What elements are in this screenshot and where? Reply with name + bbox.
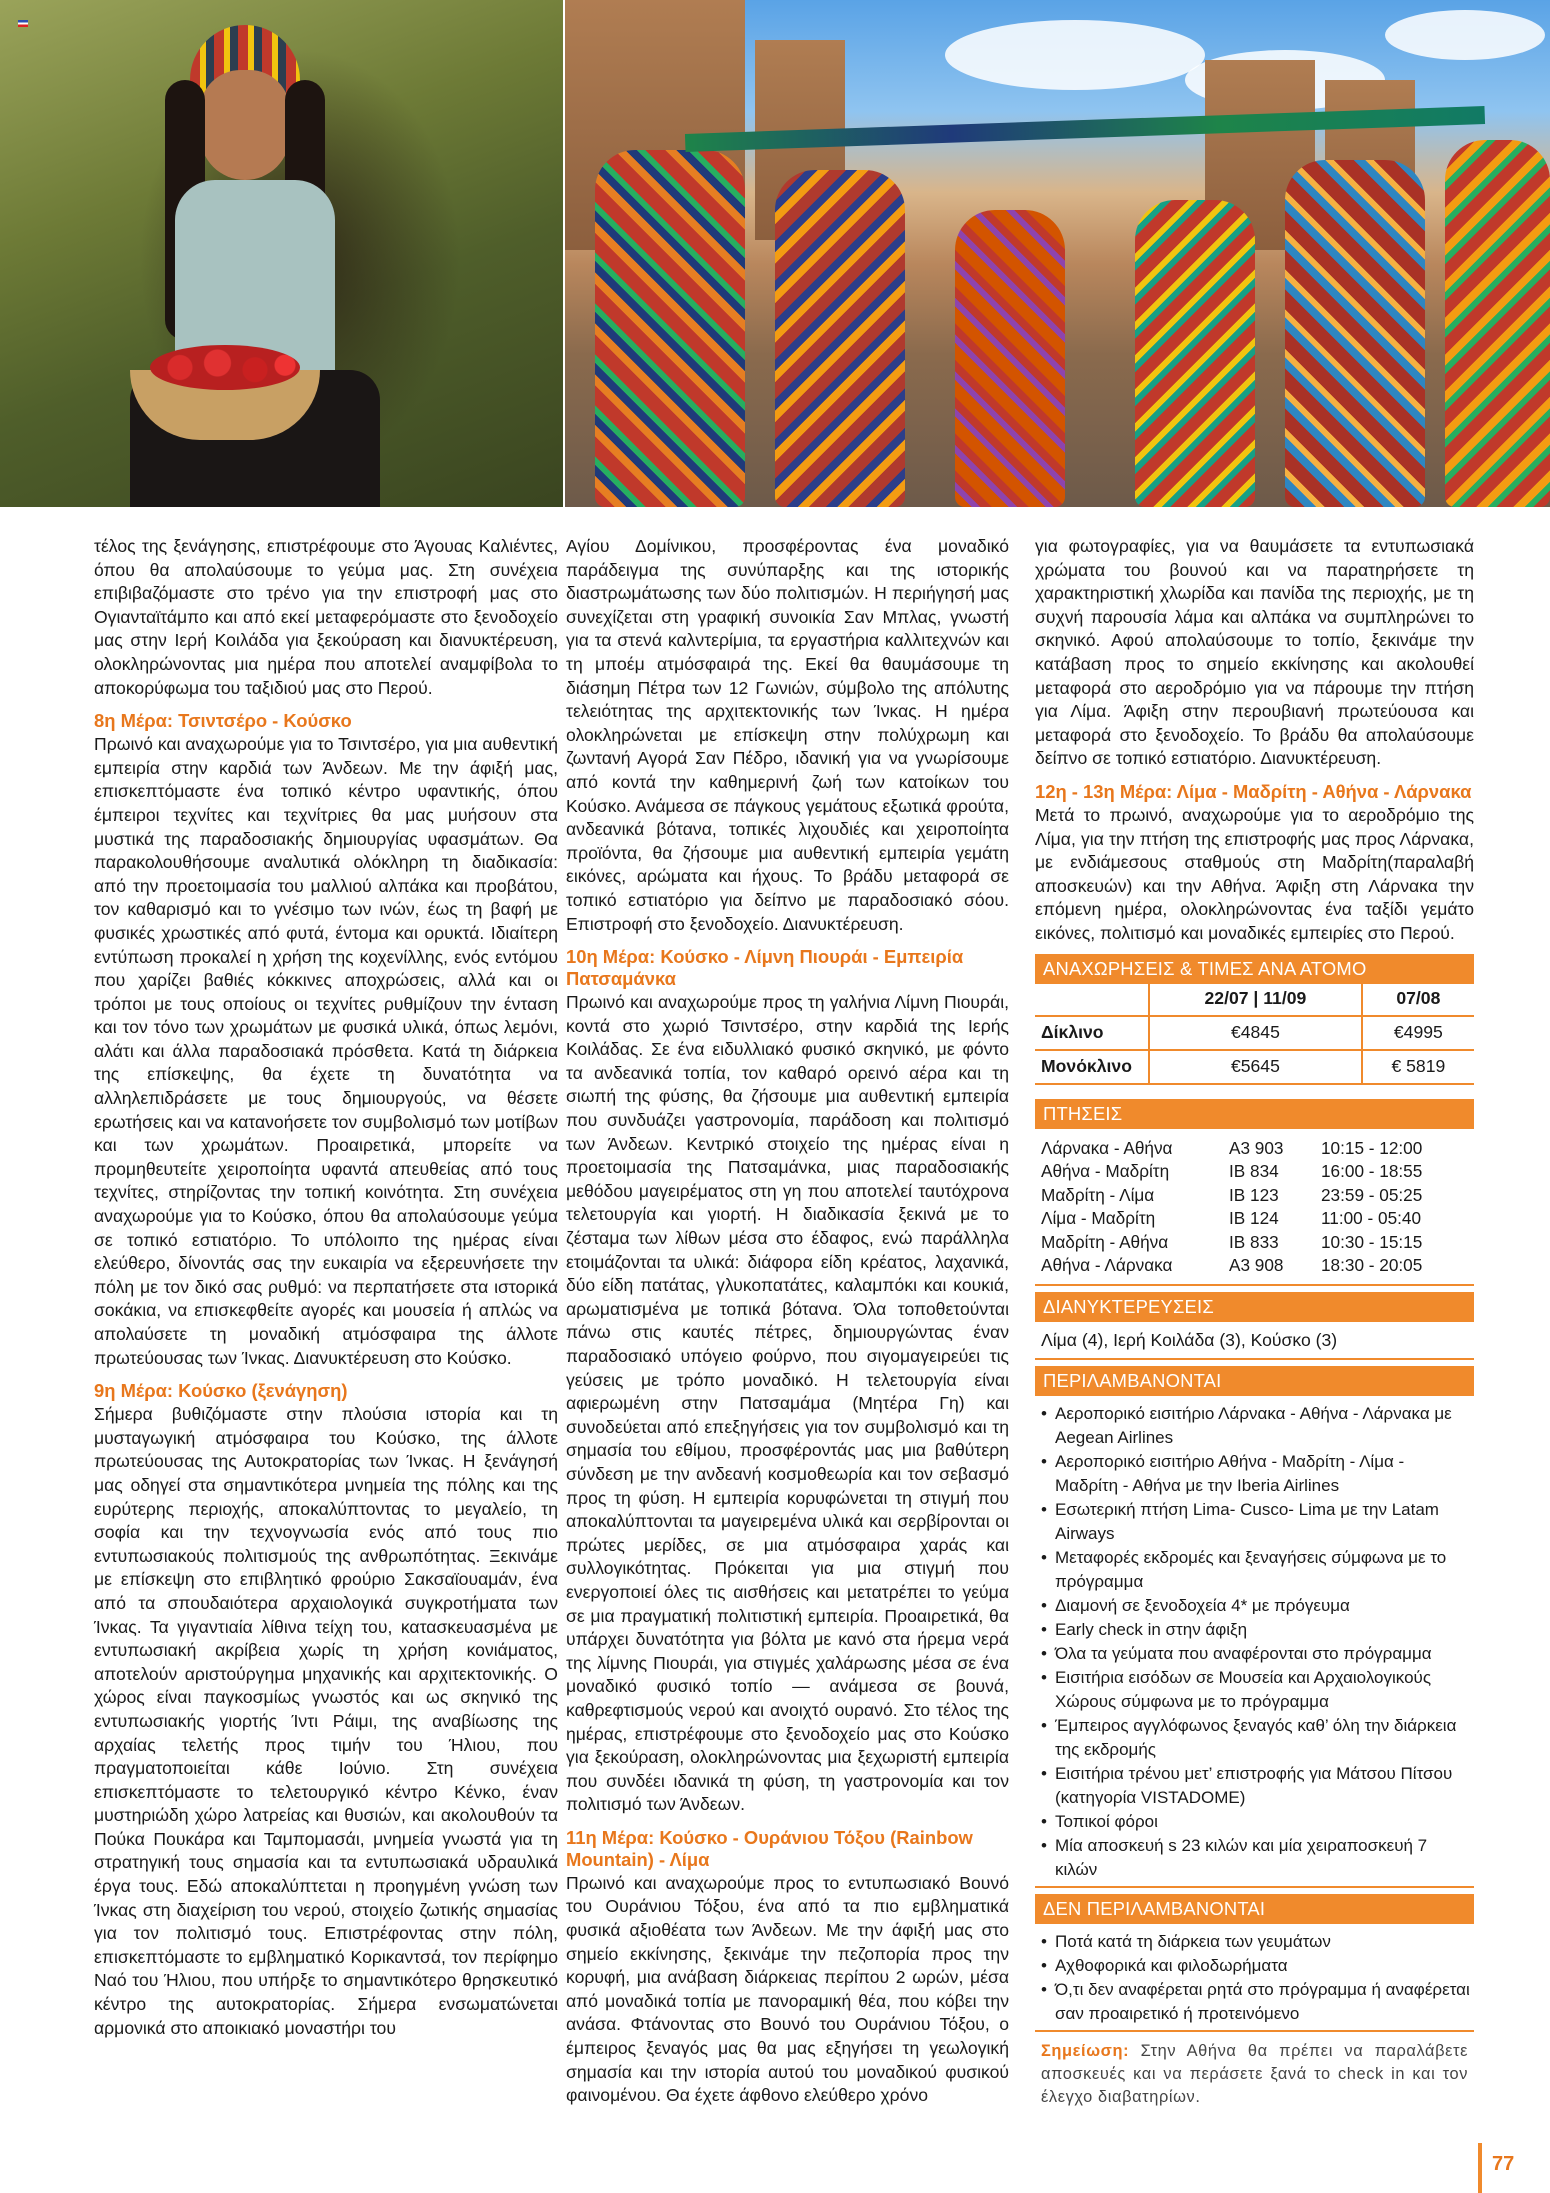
note-label: Σημείωση: [1041, 2042, 1130, 2061]
flight-time: 18:30 - 20:05 [1321, 1255, 1423, 1276]
flight-row [1041, 1160, 1468, 1184]
flight-row [1041, 1231, 1468, 1255]
room-type: Δίκλινο [1035, 1016, 1149, 1050]
face-shape [200, 70, 290, 180]
list-item: • Μία αποσκευή s 23 κιλών και μία χειραποσκευή 7 κιλών [1041, 1834, 1470, 1882]
dancer-shape [1445, 140, 1550, 507]
list-item: • Ό,τι δεν αναφέρεται ρητά στο πρόγραμμα ή αναφέρεται σαν προαιρετικό ή προτεινόμενο [1041, 1978, 1470, 2026]
photo-cusco-dancers [565, 0, 1550, 507]
table-row [1035, 1016, 1474, 1050]
cloud-shape [945, 20, 1205, 90]
prices-table [1035, 984, 1474, 1085]
list-item: • Εισιτήρια τρένου μετ’ επιστροφής για Μάτσου Πίτσου (κατηγορία VISTADOME) [1041, 1762, 1470, 1810]
prices-col-header: 07/08 [1362, 984, 1474, 1016]
price-cell: €4845 [1149, 1016, 1362, 1050]
flight-number: IB 833 [1229, 1231, 1279, 1252]
flight-row [1041, 1137, 1468, 1161]
cloud-shape [1385, 10, 1545, 60]
photo-girl-with-strawberries [0, 0, 563, 507]
flight-route: Αθήνα - Λάρνακα [1041, 1255, 1173, 1276]
day-11-text: Πρωινό και αναχωρούμε προς το εντυπωσιακό Βουνό του Ουράνιου Τόξου, ένα από τα πιο εμβληματικά φυσικά αξιοθέατα των Άνδεων. Με την άφιξή μας στο σημείο εκκίνησης, ξεκινάμε την πεζοπορία προς την κορυφή, μια ανάβαση διάρκειας περίπου 2 ωρών, μέσα από μοναδικά τοπία με πανοραμική θέα, που κόβει την ανάσα. Φτάνοντας στο Βουνό του Ουράνιου Τόξου, ο έμπειρος ξεναγός μας θα μας εξηγήσει τη γεωλογική σημασία και την ιστορία αυτού του μοναδικού φυσικού φαινομένου. Θα έχετε άφθονο ελεύθερο χρόνο [566, 1872, 1009, 2106]
price-cell: € 5819 [1362, 1050, 1474, 1084]
dancer-shape [595, 150, 745, 507]
day-8-title: 8η Μέρα: Τσιντσέρο - Κούσκο [94, 710, 352, 732]
flight-route: Μαδρίτη - Αθήνα [1041, 1231, 1169, 1252]
price-cell: €5645 [1149, 1050, 1362, 1084]
list-item: • Όλα τα γεύματα που αναφέρονται στο πρόγραμμα [1041, 1642, 1470, 1666]
flights-list [1035, 1129, 1474, 1287]
stays-text: Λίμα (4), Ιερή Κοιλάδα (3), Κούσκο (3) [1035, 1322, 1474, 1360]
table-row [1035, 1050, 1474, 1084]
room-type: Μονόκλινο [1035, 1050, 1149, 1084]
column-1 [94, 535, 558, 2040]
list-item: • Αεροπορικό εισιτήριο Λάρνακα - Αθήνα - Λάρνακα με Aegean Airlines [1041, 1402, 1470, 1450]
list-item: • Εσωτερική πτήση Lima- Cusco- Lima με την Latam Airways [1041, 1498, 1470, 1546]
list-item: • Τοπικοί φόροι [1041, 1810, 1470, 1834]
column-2 [566, 535, 1009, 2108]
day-12-13-title: 12η - 13η Μέρα: Λίμα - Μαδρίτη - Αθήνα - Λάρνακα [1035, 780, 1472, 802]
flight-number: IB 834 [1229, 1161, 1279, 1182]
strawberries-shape [150, 345, 300, 390]
prices-heading: ΑΝΑΧΩΡΗΣΕΙΣ & ΤΙΜΕΣ ΑΝΑ ΑΤΟΜΟ [1035, 954, 1474, 984]
page-number: 77 [1478, 2143, 1538, 2193]
continued-paragraph: για φωτογραφίες, για να θαυμάσετε τα εντυπωσιακά χρώματα του βουνού και να παρατηρήσετε τη χαρακτηριστική χλωρίδα και πανίδα της περιοχής, με τη συχνή παρουσία λάμα και αλπάκα να συμπληρώνει το σκηνικό. Αφού απολαύσουμε το τοπίο, ξεκινάμε την κατάβαση προς το σημείο εκκίνησης και ακολουθεί μεταφορά στο αεροδρόμιο για να πάρουμε την πτήση για Λίμα. Άφιξη στην περουβιανή πρωτεύουσα και μεταφορά στο ξενοδοχείο. Το βράδυ θα απολαύσουμε δείπνο σε τοπικό εστιατόριο. Διανυκτέρευση. [1035, 536, 1474, 769]
list-item: • Early check in στην άφιξη [1041, 1618, 1470, 1642]
flight-time: 16:00 - 18:55 [1321, 1161, 1423, 1182]
flight-number: IB 123 [1229, 1184, 1279, 1205]
flight-route: Αθήνα - Μαδρίτη [1041, 1161, 1170, 1182]
day-8-text: Πρωινό και αναχωρούμε για το Τσιντσέρο, για μια αυθεντική εμπειρία στην καρδιά των Άνδεων. Με την άφιξή μας, επισκεπτόμαστε ένα τοπικό κέντρο υφαντικής, όπου έμπειροι τεχνίτες και τεχνίτριες θα μας μυήσουν στα μυστικά της παραδοσιακής δημιουργίας υφασμάτων. Θα παρακολουθήσουμε αναλυτικά ολόκληρη τη διαδικασία: από την προετοιμασία του μαλλιού αλπάκα και προβάτου, τον καθαρισμό και το γνέσιμο των ινών, έως τη βαφή με φυσικές χρωστικές από φυτά, έντομα και ορυκτά. Ιδιαίτερη εντύπωση προκαλεί η χρήση της κοχενίλλης, ενός εντόμου που χαρίζει βαθιές κόκκινες αποχρώσεις, αλλά και οι τρόποι με τους οποίους οι τεχνίτες ρυθμίζουν την ένταση και τον τόνο των χρωμάτων με φυσικά υλικά, όπως λεμόνι, αλάτι και άλλα παραδοσιακά πρόσθετα. Κατά τη διάρκεια της επίσκεψης, θα έχετε τη δυνατότητα να αλληλεπιδράσετε με τους δημιουργούς, να θέσετε ερωτήσεις και να κατανοήσετε τον συμβολισμό των μοτίβων και των χρωμάτων. Προαιρετικά, μπορείτε να προμηθευτείτε χειροποίητα υφαντά απευθείας από τους τεχνίτες, στηρίζοντας την τοπική κοινότητα. Στη συνέχεια αναχωρούμε για το Κούσκο, όπου θα απολαύσουμε γεύμα σε τοπικό εστιατόριο. Το υπόλοιπο της ημέρας είναι ελεύθερο, δίνοντάς σας την ευκαιρία να εξερευνήσετε την πόλη με τον δικό σας ρυθμό: να περπατήσετε στα ιστορικά σοκάκια, να επισκεφθείτε αγορές και μουσεία ή απλώς να απολαύσετε τη μοναδική ατμόσφαιρα της άλλοτε πρωτεύουσας των Ίνκας. Διανυκτέρευση στο Κούσκο. [94, 734, 558, 1368]
flight-number: A3 908 [1229, 1255, 1284, 1276]
flight-route: Μαδρίτη - Λίμα [1041, 1184, 1155, 1205]
flight-row [1041, 1184, 1468, 1208]
list-item: • Διαμονή σε ξενοδοχεία 4* με πρόγευμα [1041, 1594, 1470, 1618]
excluded-heading: ΔΕΝ ΠΕΡΙΛΑΜΒΑΝΟΝΤΑΙ [1035, 1894, 1474, 1924]
day-11-title: 11η Μέρα: Κούσκο - Ουράνιου Τόξου (Rainbow Mountain) - Λίμα [566, 1826, 973, 1870]
list-item: • Ποτά κατά τη διάρκεια των γευμάτων [1041, 1930, 1470, 1954]
stays-heading: ΔΙΑΝΥΚΤΕΡΕΥΣΕΙΣ [1035, 1292, 1474, 1322]
day-9-text: Σήμερα βυθιζόμαστε στην πλούσια ιστορία και τη μυσταγωγική ατμόσφαιρα του Κούσκο, της άλλοτε πρωτεύουσας της Αυτοκρατορίας των Ίνκας. Η ξενάγησή μας οδηγεί στα σημαντικότερα μνημεία της πόλης και της ευρύτερης περιοχής, αποκαλύπτοντας το μεγαλείο, τη σοφία και την τεχνογνωσία ενός από τους πιο εντυπωσιακούς πολιτισμούς της ανθρωπότητας. Ξεκινάμε με επίσκεψη στο επιβλητικό φρούριο Σακσαϊουαμάν, ένα από τα σπουδαιότερα αρχαιολογικά συγκροτήματα των Ίνκας. Τα γιγαντιαία λίθινα τείχη του, κατασκευασμένα με εντυπωσιακή ακρίβεια χωρίς τη χρήση κονιάματος, αποτελούν αριστούργημα μηχανικής και αρχιτεκτονικής. Ο χώρος είναι παγκοσμίως γνωστός και ως σκηνικό της εντυπωσιακής γιορτής Ίντι Ράιμι, της αναβίωσης της αρχαίας τελετής προς τιμήν του Ήλιου, που πραγματοποιείται κάθε Ιούνιο. Στη συνέχεια επισκεπτόμαστε το τελετουργικό κέντρο Κένκο, έναν μυστηριώδη χώρο λατρείας και θυσιών, και ακολουθούν τα Πούκα Πουκάρα και Ταμπομασάι, μνημεία γνωστά για τη στρατηγική τους σημασία και τα εντυπωσιακά υδραυλικά έργα τους. Εδώ αποκαλύπτεται η προηγμένη γνώση των Ίνκας στη διαχείριση του νερού, στοιχείο ζωτικής σημασίας για τον πολιτισμό τους. Επιστρέφοντας στην πόλη, επισκεπτόμαστε το εμβληματικό Κορικαντσά, τον περίφημο Ναό του Ήλιου, που υπήρξε το σημαντικότερο θρησκευτικό κέντρο της αυτοκρατορίας. Σήμερα ενσωματώνεται αρμονικά στο αποικιακό μοναστήρι του [94, 1404, 558, 2038]
flights-heading: ΠΤΗΣΕΙΣ [1035, 1099, 1474, 1129]
list-item: • Μεταφορές εκδρομές και ξεναγήσεις σύμφωνα με το πρόγραμμα [1041, 1546, 1470, 1594]
price-cell: €4995 [1362, 1016, 1474, 1050]
note-text: Στην Αθήνα θα πρέπει να παραλάβετε αποσκευές και να περάσετε ξανά το check in και τον έλεγχο διαβατηρίων. [1041, 2042, 1468, 2107]
included-heading: ΠΕΡΙΛΑΜΒΑΝΟΝΤΑΙ [1035, 1366, 1474, 1396]
included-list [1035, 1396, 1474, 1888]
list-item: • Αεροπορικό εισιτήριο Αθήνα - Μαδρίτη - Λίμα - Μαδρίτη - Αθήνα με την Iberia Airlines [1041, 1450, 1470, 1498]
prices-corner [1035, 984, 1149, 1016]
intro-paragraph: τέλος της ξενάγησης, επιστρέφουμε στο Άγουας Καλιέντες, όπου θα απολαύσουμε το γεύμα μας. Στη συνέχεια επιβιβαζόμαστε στο τρένο για την επιστροφή μας στο Ογιανταϊτάμπο και από εκεί μεταφερόμαστε στο ξενοδοχείο μας στην Ιερή Κοιλάδα για ξεκούραση και διανυκτέρευση, ολοκληρώνοντας μια ημέρα που αποτελεί αναμφίβολα το αποκορύφωμα του ταξιδιού μας στο Περού. [94, 536, 558, 698]
day-10-title: 10η Μέρα: Κούσκο - Λίμνη Πιουράι - Εμπειρία Πατσαμάνκα [566, 946, 964, 990]
flight-time: 23:59 - 05:25 [1321, 1184, 1423, 1205]
dancer-shape [775, 170, 905, 507]
list-item: • Εισιτήρια εισόδων σε Μουσεία και Αρχαιολογικούς Χώρους σύμφωνα με το πρόγραμμα [1041, 1666, 1470, 1714]
list-item: • Έμπειρος αγγλόφωνος ξεναγός καθ’ όλη την διάρκεια της εκδρομής [1041, 1714, 1470, 1762]
flight-number: A3 903 [1229, 1137, 1284, 1158]
day-10-text: Πρωινό και αναχωρούμε προς τη γαλήνια Λίμνη Πιουράι, κοντά στο χωριό Τσιντσέρο, στην καρδιά της Ιερής Κοιλάδας. Σε ένα ειδυλλιακό φυσικό σκηνικό, με φόντο τα ανδεανικά τοπία, τον καθαρό ορεινό αέρα και τη σιωπή της φύσης, θα ζήσουμε μια αυθεντική εμπειρία που συνδυάζει γαστρονομία, παράδοση και πολιτισμό των Άνδεων. Κεντρικό στοιχείο της ημέρας είναι η προετοιμασία της Πατσαμάνκα, μιας παραδοσιακής μεθόδου μαγειρέματος στη γη που αποτελεί ταυτόχρονα τελετουργία και γιορτή. Η διαδικασία ξεκινά με το ζέσταμα των λίθων μέσα στο έδαφος, ενώ παράλληλα ετοιμάζονται τα υλικά: διάφορα είδη κρέατος, λαχανικά, δύο είδη πατάτας, γλυκοπατάτες, καλαμπόκι και κουκιά, αρωματισμένα με τοπικά βότανα. Όλα τοποθετούνται πάνω στις καυτές πέτρες, δημιουργώντας έναν παραδοσιακό υπόγειο φούρνο, που σιγομαγειρεύει τις γεύσεις με τρόπο μοναδικό. Η τελετουργία είναι αφιερωμένη στην Πατσαμάμα (Μητέρα Γη) και συνοδεύεται από επεξηγήσεις για τον συμβολισμό και τη σημασία του εθίμου, προσφέροντάς μας μια βαθύτερη σύνδεση με την ανδεανή κοσμοθεωρία και τον σεβασμό προς τη φύση. Η εμπειρία κορυφώνεται τη στιγμή που αποκαλύπτονται τα μαγειρεμένα υλικά και σερβίρονται οι πρώτες μερίδες, σε μια ατμόσφαιρα χαράς και συλλογικότητας. Πρόκειται για μια στιγμή που ενεργοποιεί όλες τις αισθήσεις και μετατρέπει το γεύμα σε μια πραγματική πολιτιστική εμπειρία. Προαιρετικά, θα υπάρχει δυνατότητα για βόλτα με κανό στα ήρεμα νερά της λίμνης Πιουράι, για στιγμές χαλάρωσης μέσα σε ένα μοναδικό φυσικό τοπίο — ανάμεσα σε βουνά, καθρεφτισμούς νερού και ανοιχτό ουρανό. Στο τέλος της ημέρας, επιστρέφουμε στο ξενοδοχείο μας στο Κούσκο για ξεκούραση, ολοκληρώνοντας μια ξεχωριστή εμπειρία που συνδέει ιδανικά τη φύση, τη γαστρονομία και τον πολιτισμό των Άνδεων. [566, 992, 1009, 1815]
flight-time: 11:00 - 05:40 [1321, 1208, 1422, 1229]
flag-icon [18, 20, 28, 27]
note [1035, 2032, 1474, 2109]
continued-paragraph: Αγίου Δομίνικου, προσφέροντας ένα μοναδικό παράδειγμα της συνύπαρξης και της ιστορικής διαστρωμάτωσης των δύο πολιτισμών. Η περιήγησή μας συνεχίζεται στη γραφική συνοικία Σαν Μπλας, γνωστή για τα στενά καλντερίμια, τα εργαστήρια καλλιτεχνών και τη μποέμ ατμόσφαιρά της. Εκεί θα θαυμάσουμε τη διάσημη Πέτρα των 12 Γωνιών, σύμβολο της απόλυτης τελειότητας της αρχιτεκτονικής των Ίνκας. Η ημέρα ολοκληρώνεται με επίσκεψη στην πολύχρωμη και ζωντανή Αγορά Σαν Πέδρο, ιδανική για να γνωρίσουμε από κοντά την καθημερινή ζωή των κατοίκων του Κούσκο. Ανάμεσα σε πάγκους γεμάτους εξωτικά φρούτα, ανδεανικά βότανα, τοπικές λιχουδιές και χειροποίητα προϊόντα, θα ζήσουμε μια αυθεντική εμπειρία γεμάτη εικόνες, αρώματα και ήχους. Το βράδυ μεταφορά σε τοπικό εστιατόριο για δείπνο με παραδοσιακό σόου. Επιστροφή στο ξενοδοχείο. Διανυκτέρευση. [566, 536, 1009, 934]
dancer-shape [1285, 160, 1425, 507]
day-12-13-text: Μετά το πρωινό, αναχωρούμε για το αεροδρόμιο της Λίμα, για την πτήση της επιστροφής μας προς Λάρνακα, με ενδιάμεσους σταθμούς στη Μαδρίτη(παραλαβή αποσκευών) και την Αθήνα. Άφιξη στη Λάρνακα την επόμενη ημέρα, ολοκληρώνοντας ένα ταξίδι γεμάτο εικόνες, πολιτισμό και μοναδικές εμπειρίες στο Περού. [1035, 804, 1474, 943]
list-item: • Αχθοφορικά και φιλοδωρήματα [1041, 1954, 1470, 1978]
dancer-shape [1135, 200, 1255, 507]
excluded-list [1035, 1924, 1474, 2032]
prices-col-header: 22/07 | 11/09 [1149, 984, 1362, 1016]
flight-route: Λίμα - Μαδρίτη [1041, 1208, 1156, 1229]
flight-number: IB 124 [1229, 1208, 1279, 1229]
flight-route: Λάρνακα - Αθήνα [1041, 1137, 1173, 1158]
day-9-title: 9η Μέρα: Κούσκο (ξενάγηση) [94, 1380, 348, 1402]
column-3 [1035, 535, 1474, 2109]
flight-row [1041, 1207, 1468, 1231]
flight-row [1041, 1254, 1468, 1278]
flight-time: 10:30 - 15:15 [1321, 1231, 1423, 1252]
flight-time: 10:15 - 12:00 [1321, 1137, 1423, 1158]
dancer-shape [955, 210, 1065, 507]
